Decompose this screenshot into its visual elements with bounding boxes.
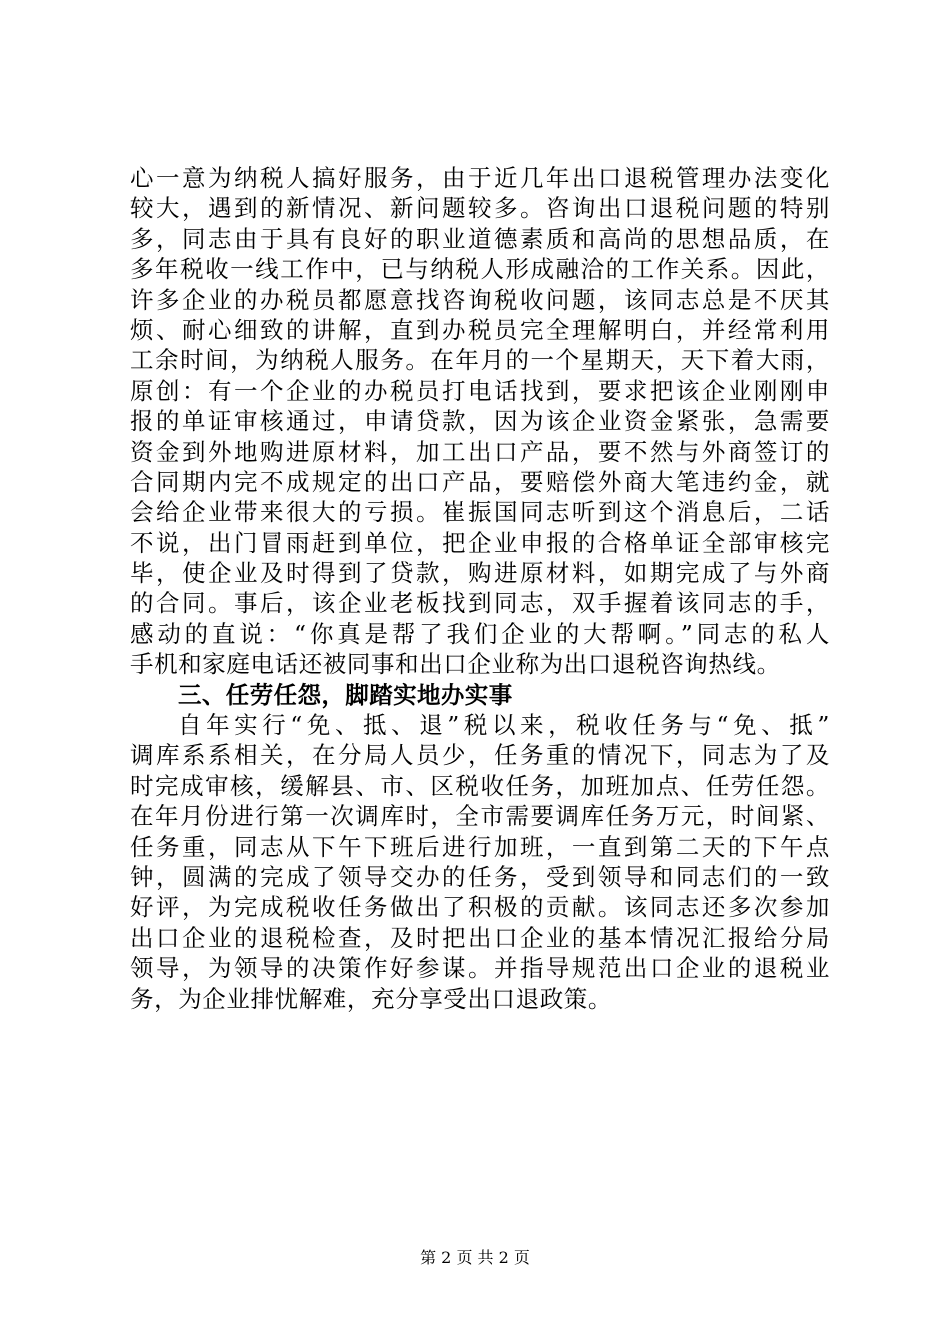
text-line: 烦、耐心细致的讲解，直到办税员完全理解明白，并经常利用 bbox=[130, 315, 830, 344]
text-line: 原创：有一个企业的办税员打电话找到，要求把该企业刚刚申 bbox=[130, 376, 830, 405]
text-line: 毕，使企业及时得到了贷款，购进原材料，如期完成了与外商 bbox=[130, 559, 830, 588]
text-line: 任务重，同志从下午下班后进行加班，一直到第二天的下午点 bbox=[130, 832, 830, 861]
text-line: 领导，为领导的决策作好参谋。并指导规范出口企业的退税业 bbox=[130, 954, 830, 983]
text-line: 钟，圆满的完成了领导交办的任务，受到领导和同志们的一致 bbox=[130, 862, 830, 891]
text-line: 多年税收一线工作中，已与纳税人形成融洽的工作关系。因此， bbox=[130, 255, 830, 284]
text-line: 工余时间，为纳税人服务。在年月的一个星期天，天下着大雨， bbox=[130, 346, 830, 375]
text-line: 心一意为纳税人搞好服务，由于近几年出口退税管理办法变化 bbox=[130, 164, 830, 192]
page-footer: 第 2 页 共 2 页 bbox=[420, 1248, 530, 1267]
text-line: 好评，为完成税收任务做出了积极的贡献。该同志还多次参加 bbox=[130, 893, 830, 922]
text-line: 在年月份进行第一次调库时，全市需要调库任务万元，时间紧、 bbox=[130, 802, 830, 831]
text-line: 出口企业的退税检查，及时把出口企业的基本情况汇报给分局 bbox=[130, 923, 830, 952]
text-line: 感动的直说：“你真是帮了我们企业的大帮啊。”同志的私人 bbox=[130, 619, 830, 648]
text-line: 不说，出门冒雨赶到单位，把企业申报的合格单证全部审核完 bbox=[130, 528, 830, 557]
text-line: 调库系系相关，在分局人员少，任务重的情况下，同志为了及 bbox=[130, 741, 830, 770]
text-line: 务，为企业排忧解难，充分享受出口退政策。 bbox=[130, 984, 612, 1013]
text-line: 合同期内完不成规定的出口产品，要赔偿外商大笔违约金，就 bbox=[130, 467, 830, 496]
section-heading: 三、任劳任怨，脚踏实地办实事 bbox=[178, 680, 513, 709]
text-line: 较大，遇到的新情况、新问题较多。咨询出口退税问题的特别 bbox=[130, 194, 830, 223]
text-line: 多，同志由于具有良好的职业道德素质和高尚的思想品质，在 bbox=[130, 224, 830, 253]
document-body bbox=[130, 163, 830, 1014]
text-line: 资金到外地购进原材料，加工出口产品，要不然与外商签订的 bbox=[130, 437, 830, 466]
text-line: 许多企业的办税员都愿意找咨询税收问题，该同志总是不厌其 bbox=[130, 285, 830, 314]
paragraph-1 bbox=[130, 163, 830, 680]
text-line: 时完成审核，缓解县、市、区税收任务，加班加点、任劳任怨。 bbox=[130, 771, 830, 800]
text-line: 自年实行“免、抵、退”税以来，税收任务与“免、抵” bbox=[178, 711, 830, 740]
text-line: 手机和家庭电话还被同事和出口企业称为出口退税咨询热线。 bbox=[130, 650, 781, 679]
text-line: 会给企业带来很大的亏损。崔振国同志听到这个消息后，二话 bbox=[130, 498, 830, 527]
text-line: 报的单证审核通过，申请贷款，因为该企业资金紧张，急需要 bbox=[130, 407, 830, 436]
text-line: 的合同。事后，该企业老板找到同志，双手握着该同志的手， bbox=[130, 589, 830, 618]
paragraph-2 bbox=[130, 710, 830, 1014]
